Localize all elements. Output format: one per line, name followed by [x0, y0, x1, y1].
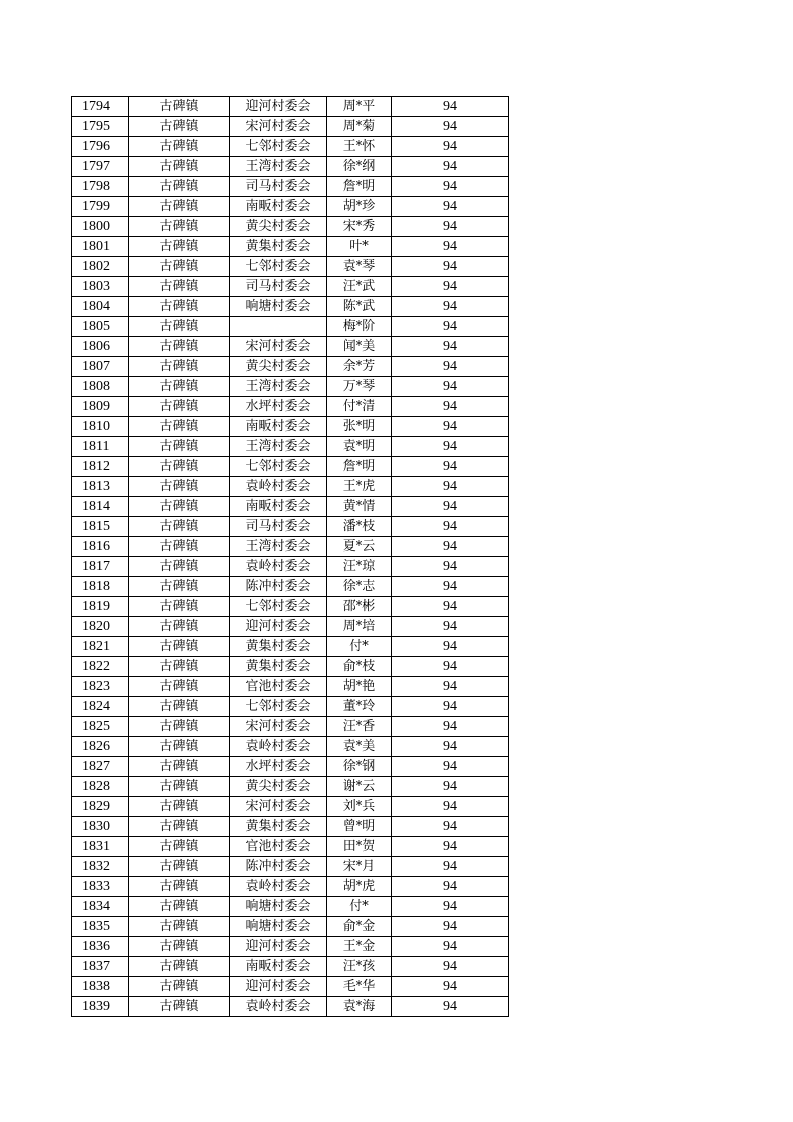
- village-cell: 南畈村委会: [230, 957, 327, 977]
- village-cell: 袁岭村委会: [230, 477, 327, 497]
- person-name-cell: 胡*艳: [327, 677, 392, 697]
- table-row: [72, 797, 509, 817]
- table-row: [72, 417, 509, 437]
- person-name-cell: 宋*秀: [327, 217, 392, 237]
- roster-table: [71, 96, 509, 1017]
- score-cell: 94: [392, 917, 509, 937]
- village-cell: 响塘村委会: [230, 917, 327, 937]
- village-cell: [230, 317, 327, 337]
- score-cell: 94: [392, 97, 509, 117]
- score-cell: 94: [392, 717, 509, 737]
- table-row: [72, 217, 509, 237]
- village-cell: 袁岭村委会: [230, 997, 327, 1017]
- table-row: [72, 497, 509, 517]
- town-cell: 古碑镇: [129, 497, 230, 517]
- serial-number-cell: 1804: [72, 297, 129, 317]
- village-cell: 七邻村委会: [230, 457, 327, 477]
- score-cell: 94: [392, 617, 509, 637]
- town-cell: 古碑镇: [129, 977, 230, 997]
- town-cell: 古碑镇: [129, 157, 230, 177]
- serial-number-cell: 1833: [72, 877, 129, 897]
- person-name-cell: 万*琴: [327, 377, 392, 397]
- score-cell: 94: [392, 857, 509, 877]
- table-row: [72, 237, 509, 257]
- score-cell: 94: [392, 817, 509, 837]
- town-cell: 古碑镇: [129, 277, 230, 297]
- table-row: [72, 177, 509, 197]
- table-row: [72, 557, 509, 577]
- serial-number-cell: 1796: [72, 137, 129, 157]
- village-cell: 黄尖村委会: [230, 777, 327, 797]
- serial-number-cell: 1829: [72, 797, 129, 817]
- village-cell: 黄尖村委会: [230, 357, 327, 377]
- table-row: [72, 317, 509, 337]
- score-cell: 94: [392, 457, 509, 477]
- table-row: [72, 577, 509, 597]
- score-cell: 94: [392, 557, 509, 577]
- town-cell: 古碑镇: [129, 717, 230, 737]
- score-cell: 94: [392, 737, 509, 757]
- person-name-cell: 付*清: [327, 397, 392, 417]
- village-cell: 黄集村委会: [230, 237, 327, 257]
- serial-number-cell: 1821: [72, 637, 129, 657]
- serial-number-cell: 1814: [72, 497, 129, 517]
- village-cell: 官池村委会: [230, 677, 327, 697]
- serial-number-cell: 1826: [72, 737, 129, 757]
- table-row: [72, 297, 509, 317]
- town-cell: 古碑镇: [129, 817, 230, 837]
- town-cell: 古碑镇: [129, 937, 230, 957]
- person-name-cell: 付*: [327, 637, 392, 657]
- person-name-cell: 余*芳: [327, 357, 392, 377]
- score-cell: 94: [392, 437, 509, 457]
- town-cell: 古碑镇: [129, 417, 230, 437]
- town-cell: 古碑镇: [129, 837, 230, 857]
- serial-number-cell: 1815: [72, 517, 129, 537]
- village-cell: 陈冲村委会: [230, 577, 327, 597]
- person-name-cell: 董*玲: [327, 697, 392, 717]
- town-cell: 古碑镇: [129, 797, 230, 817]
- village-cell: 七邻村委会: [230, 137, 327, 157]
- person-name-cell: 曾*明: [327, 817, 392, 837]
- table-row: [72, 877, 509, 897]
- village-cell: 南畈村委会: [230, 197, 327, 217]
- person-name-cell: 王*虎: [327, 477, 392, 497]
- table-row: [72, 137, 509, 157]
- town-cell: 古碑镇: [129, 357, 230, 377]
- table-row: [72, 457, 509, 477]
- serial-number-cell: 1836: [72, 937, 129, 957]
- score-cell: 94: [392, 197, 509, 217]
- score-cell: 94: [392, 697, 509, 717]
- table-row: [72, 617, 509, 637]
- table-row: [72, 117, 509, 137]
- table-row: [72, 777, 509, 797]
- village-cell: 南畈村委会: [230, 417, 327, 437]
- town-cell: 古碑镇: [129, 317, 230, 337]
- person-name-cell: 夏*云: [327, 537, 392, 557]
- village-cell: 南畈村委会: [230, 497, 327, 517]
- serial-number-cell: 1835: [72, 917, 129, 937]
- table-row: [72, 817, 509, 837]
- town-cell: 古碑镇: [129, 517, 230, 537]
- person-name-cell: 汪*孩: [327, 957, 392, 977]
- person-name-cell: 徐*钢: [327, 757, 392, 777]
- serial-number-cell: 1832: [72, 857, 129, 877]
- serial-number-cell: 1809: [72, 397, 129, 417]
- town-cell: 古碑镇: [129, 537, 230, 557]
- score-cell: 94: [392, 777, 509, 797]
- village-cell: 司马村委会: [230, 277, 327, 297]
- serial-number-cell: 1812: [72, 457, 129, 477]
- serial-number-cell: 1799: [72, 197, 129, 217]
- town-cell: 古碑镇: [129, 737, 230, 757]
- score-cell: 94: [392, 217, 509, 237]
- village-cell: 迎河村委会: [230, 617, 327, 637]
- town-cell: 古碑镇: [129, 177, 230, 197]
- serial-number-cell: 1798: [72, 177, 129, 197]
- table-row: [72, 197, 509, 217]
- score-cell: 94: [392, 897, 509, 917]
- person-name-cell: 王*怀: [327, 137, 392, 157]
- table-row: [72, 597, 509, 617]
- person-name-cell: 汪*香: [327, 717, 392, 737]
- serial-number-cell: 1824: [72, 697, 129, 717]
- village-cell: 黄集村委会: [230, 637, 327, 657]
- score-cell: 94: [392, 597, 509, 617]
- serial-number-cell: 1800: [72, 217, 129, 237]
- town-cell: 古碑镇: [129, 557, 230, 577]
- score-cell: 94: [392, 997, 509, 1017]
- score-cell: 94: [392, 417, 509, 437]
- person-name-cell: 梅*阶: [327, 317, 392, 337]
- serial-number-cell: 1823: [72, 677, 129, 697]
- person-name-cell: 徐*志: [327, 577, 392, 597]
- person-name-cell: 张*明: [327, 417, 392, 437]
- serial-number-cell: 1827: [72, 757, 129, 777]
- village-cell: 迎河村委会: [230, 977, 327, 997]
- town-cell: 古碑镇: [129, 677, 230, 697]
- serial-number-cell: 1803: [72, 277, 129, 297]
- serial-number-cell: 1806: [72, 337, 129, 357]
- village-cell: 七邻村委会: [230, 257, 327, 277]
- person-name-cell: 闻*美: [327, 337, 392, 357]
- village-cell: 王湾村委会: [230, 157, 327, 177]
- score-cell: 94: [392, 177, 509, 197]
- village-cell: 王湾村委会: [230, 377, 327, 397]
- town-cell: 古碑镇: [129, 617, 230, 637]
- score-cell: 94: [392, 517, 509, 537]
- serial-number-cell: 1807: [72, 357, 129, 377]
- village-cell: 司马村委会: [230, 517, 327, 537]
- person-name-cell: 田*贺: [327, 837, 392, 857]
- score-cell: 94: [392, 317, 509, 337]
- town-cell: 古碑镇: [129, 957, 230, 977]
- town-cell: 古碑镇: [129, 637, 230, 657]
- village-cell: 响塘村委会: [230, 297, 327, 317]
- person-name-cell: 袁*明: [327, 437, 392, 457]
- person-name-cell: 周*平: [327, 97, 392, 117]
- serial-number-cell: 1802: [72, 257, 129, 277]
- town-cell: 古碑镇: [129, 377, 230, 397]
- table-row: [72, 377, 509, 397]
- table-row: [72, 897, 509, 917]
- town-cell: 古碑镇: [129, 217, 230, 237]
- village-cell: 王湾村委会: [230, 537, 327, 557]
- village-cell: 迎河村委会: [230, 937, 327, 957]
- score-cell: 94: [392, 397, 509, 417]
- score-cell: 94: [392, 237, 509, 257]
- serial-number-cell: 1808: [72, 377, 129, 397]
- table-row: [72, 337, 509, 357]
- score-cell: 94: [392, 877, 509, 897]
- score-cell: 94: [392, 977, 509, 997]
- score-cell: 94: [392, 477, 509, 497]
- serial-number-cell: 1817: [72, 557, 129, 577]
- village-cell: 陈冲村委会: [230, 857, 327, 877]
- town-cell: 古碑镇: [129, 597, 230, 617]
- table-row: [72, 737, 509, 757]
- serial-number-cell: 1819: [72, 597, 129, 617]
- town-cell: 古碑镇: [129, 257, 230, 277]
- person-name-cell: 陈*武: [327, 297, 392, 317]
- town-cell: 古碑镇: [129, 477, 230, 497]
- person-name-cell: 邵*彬: [327, 597, 392, 617]
- score-cell: 94: [392, 757, 509, 777]
- serial-number-cell: 1794: [72, 97, 129, 117]
- person-name-cell: 周*菊: [327, 117, 392, 137]
- serial-number-cell: 1837: [72, 957, 129, 977]
- table-row: [72, 837, 509, 857]
- town-cell: 古碑镇: [129, 897, 230, 917]
- person-name-cell: 袁*美: [327, 737, 392, 757]
- serial-number-cell: 1825: [72, 717, 129, 737]
- person-name-cell: 俞*枝: [327, 657, 392, 677]
- serial-number-cell: 1818: [72, 577, 129, 597]
- score-cell: 94: [392, 937, 509, 957]
- serial-number-cell: 1820: [72, 617, 129, 637]
- table-row: [72, 97, 509, 117]
- score-cell: 94: [392, 797, 509, 817]
- table-row: [72, 997, 509, 1017]
- table-row: [72, 957, 509, 977]
- score-cell: 94: [392, 117, 509, 137]
- village-cell: 水坪村委会: [230, 397, 327, 417]
- person-name-cell: 詹*明: [327, 177, 392, 197]
- village-cell: 宋河村委会: [230, 117, 327, 137]
- town-cell: 古碑镇: [129, 137, 230, 157]
- person-name-cell: 刘*兵: [327, 797, 392, 817]
- score-cell: 94: [392, 637, 509, 657]
- score-cell: 94: [392, 257, 509, 277]
- person-name-cell: 付*: [327, 897, 392, 917]
- village-cell: 响塘村委会: [230, 897, 327, 917]
- person-name-cell: 袁*海: [327, 997, 392, 1017]
- person-name-cell: 詹*明: [327, 457, 392, 477]
- person-name-cell: 周*培: [327, 617, 392, 637]
- town-cell: 古碑镇: [129, 457, 230, 477]
- person-name-cell: 黄*情: [327, 497, 392, 517]
- score-cell: 94: [392, 577, 509, 597]
- person-name-cell: 汪*琼: [327, 557, 392, 577]
- town-cell: 古碑镇: [129, 917, 230, 937]
- score-cell: 94: [392, 337, 509, 357]
- score-cell: 94: [392, 157, 509, 177]
- score-cell: 94: [392, 357, 509, 377]
- person-name-cell: 胡*珍: [327, 197, 392, 217]
- person-name-cell: 叶*: [327, 237, 392, 257]
- town-cell: 古碑镇: [129, 997, 230, 1017]
- town-cell: 古碑镇: [129, 97, 230, 117]
- score-cell: 94: [392, 277, 509, 297]
- roster-table-body: [72, 97, 509, 1017]
- person-name-cell: 潘*枝: [327, 517, 392, 537]
- score-cell: 94: [392, 837, 509, 857]
- village-cell: 袁岭村委会: [230, 557, 327, 577]
- town-cell: 古碑镇: [129, 757, 230, 777]
- village-cell: 袁岭村委会: [230, 877, 327, 897]
- table-row: [72, 537, 509, 557]
- table-row: [72, 697, 509, 717]
- serial-number-cell: 1813: [72, 477, 129, 497]
- person-name-cell: 袁*琴: [327, 257, 392, 277]
- table-row: [72, 757, 509, 777]
- town-cell: 古碑镇: [129, 877, 230, 897]
- person-name-cell: 徐*纲: [327, 157, 392, 177]
- person-name-cell: 汪*武: [327, 277, 392, 297]
- table-row: [72, 277, 509, 297]
- person-name-cell: 毛*华: [327, 977, 392, 997]
- person-name-cell: 俞*金: [327, 917, 392, 937]
- village-cell: 七邻村委会: [230, 597, 327, 617]
- village-cell: 王湾村委会: [230, 437, 327, 457]
- village-cell: 宋河村委会: [230, 337, 327, 357]
- table-row: [72, 437, 509, 457]
- village-cell: 黄尖村委会: [230, 217, 327, 237]
- score-cell: 94: [392, 137, 509, 157]
- village-cell: 司马村委会: [230, 177, 327, 197]
- serial-number-cell: 1816: [72, 537, 129, 557]
- town-cell: 古碑镇: [129, 337, 230, 357]
- town-cell: 古碑镇: [129, 117, 230, 137]
- town-cell: 古碑镇: [129, 297, 230, 317]
- town-cell: 古碑镇: [129, 657, 230, 677]
- village-cell: 官池村委会: [230, 837, 327, 857]
- serial-number-cell: 1828: [72, 777, 129, 797]
- serial-number-cell: 1834: [72, 897, 129, 917]
- town-cell: 古碑镇: [129, 437, 230, 457]
- score-cell: 94: [392, 377, 509, 397]
- serial-number-cell: 1810: [72, 417, 129, 437]
- serial-number-cell: 1795: [72, 117, 129, 137]
- table-row: [72, 637, 509, 657]
- score-cell: 94: [392, 657, 509, 677]
- score-cell: 94: [392, 497, 509, 517]
- score-cell: 94: [392, 677, 509, 697]
- person-name-cell: 宋*月: [327, 857, 392, 877]
- town-cell: 古碑镇: [129, 697, 230, 717]
- town-cell: 古碑镇: [129, 857, 230, 877]
- table-row: [72, 717, 509, 737]
- serial-number-cell: 1811: [72, 437, 129, 457]
- village-cell: 袁岭村委会: [230, 737, 327, 757]
- town-cell: 古碑镇: [129, 397, 230, 417]
- person-name-cell: 王*金: [327, 937, 392, 957]
- table-row: [72, 977, 509, 997]
- village-cell: 迎河村委会: [230, 97, 327, 117]
- town-cell: 古碑镇: [129, 577, 230, 597]
- serial-number-cell: 1797: [72, 157, 129, 177]
- person-name-cell: 谢*云: [327, 777, 392, 797]
- table-row: [72, 157, 509, 177]
- table-row: [72, 477, 509, 497]
- village-cell: 黄集村委会: [230, 657, 327, 677]
- serial-number-cell: 1831: [72, 837, 129, 857]
- table-row: [72, 917, 509, 937]
- score-cell: 94: [392, 297, 509, 317]
- town-cell: 古碑镇: [129, 197, 230, 217]
- serial-number-cell: 1805: [72, 317, 129, 337]
- town-cell: 古碑镇: [129, 777, 230, 797]
- serial-number-cell: 1822: [72, 657, 129, 677]
- serial-number-cell: 1830: [72, 817, 129, 837]
- table-row: [72, 257, 509, 277]
- table-row: [72, 357, 509, 377]
- table-row: [72, 657, 509, 677]
- score-cell: 94: [392, 957, 509, 977]
- village-cell: 水坪村委会: [230, 757, 327, 777]
- table-row: [72, 677, 509, 697]
- village-cell: 七邻村委会: [230, 697, 327, 717]
- person-name-cell: 胡*虎: [327, 877, 392, 897]
- table-row: [72, 857, 509, 877]
- village-cell: 宋河村委会: [230, 797, 327, 817]
- table-row: [72, 397, 509, 417]
- village-cell: 黄集村委会: [230, 817, 327, 837]
- table-row: [72, 517, 509, 537]
- serial-number-cell: 1839: [72, 997, 129, 1017]
- table-row: [72, 937, 509, 957]
- serial-number-cell: 1838: [72, 977, 129, 997]
- town-cell: 古碑镇: [129, 237, 230, 257]
- serial-number-cell: 1801: [72, 237, 129, 257]
- village-cell: 宋河村委会: [230, 717, 327, 737]
- score-cell: 94: [392, 537, 509, 557]
